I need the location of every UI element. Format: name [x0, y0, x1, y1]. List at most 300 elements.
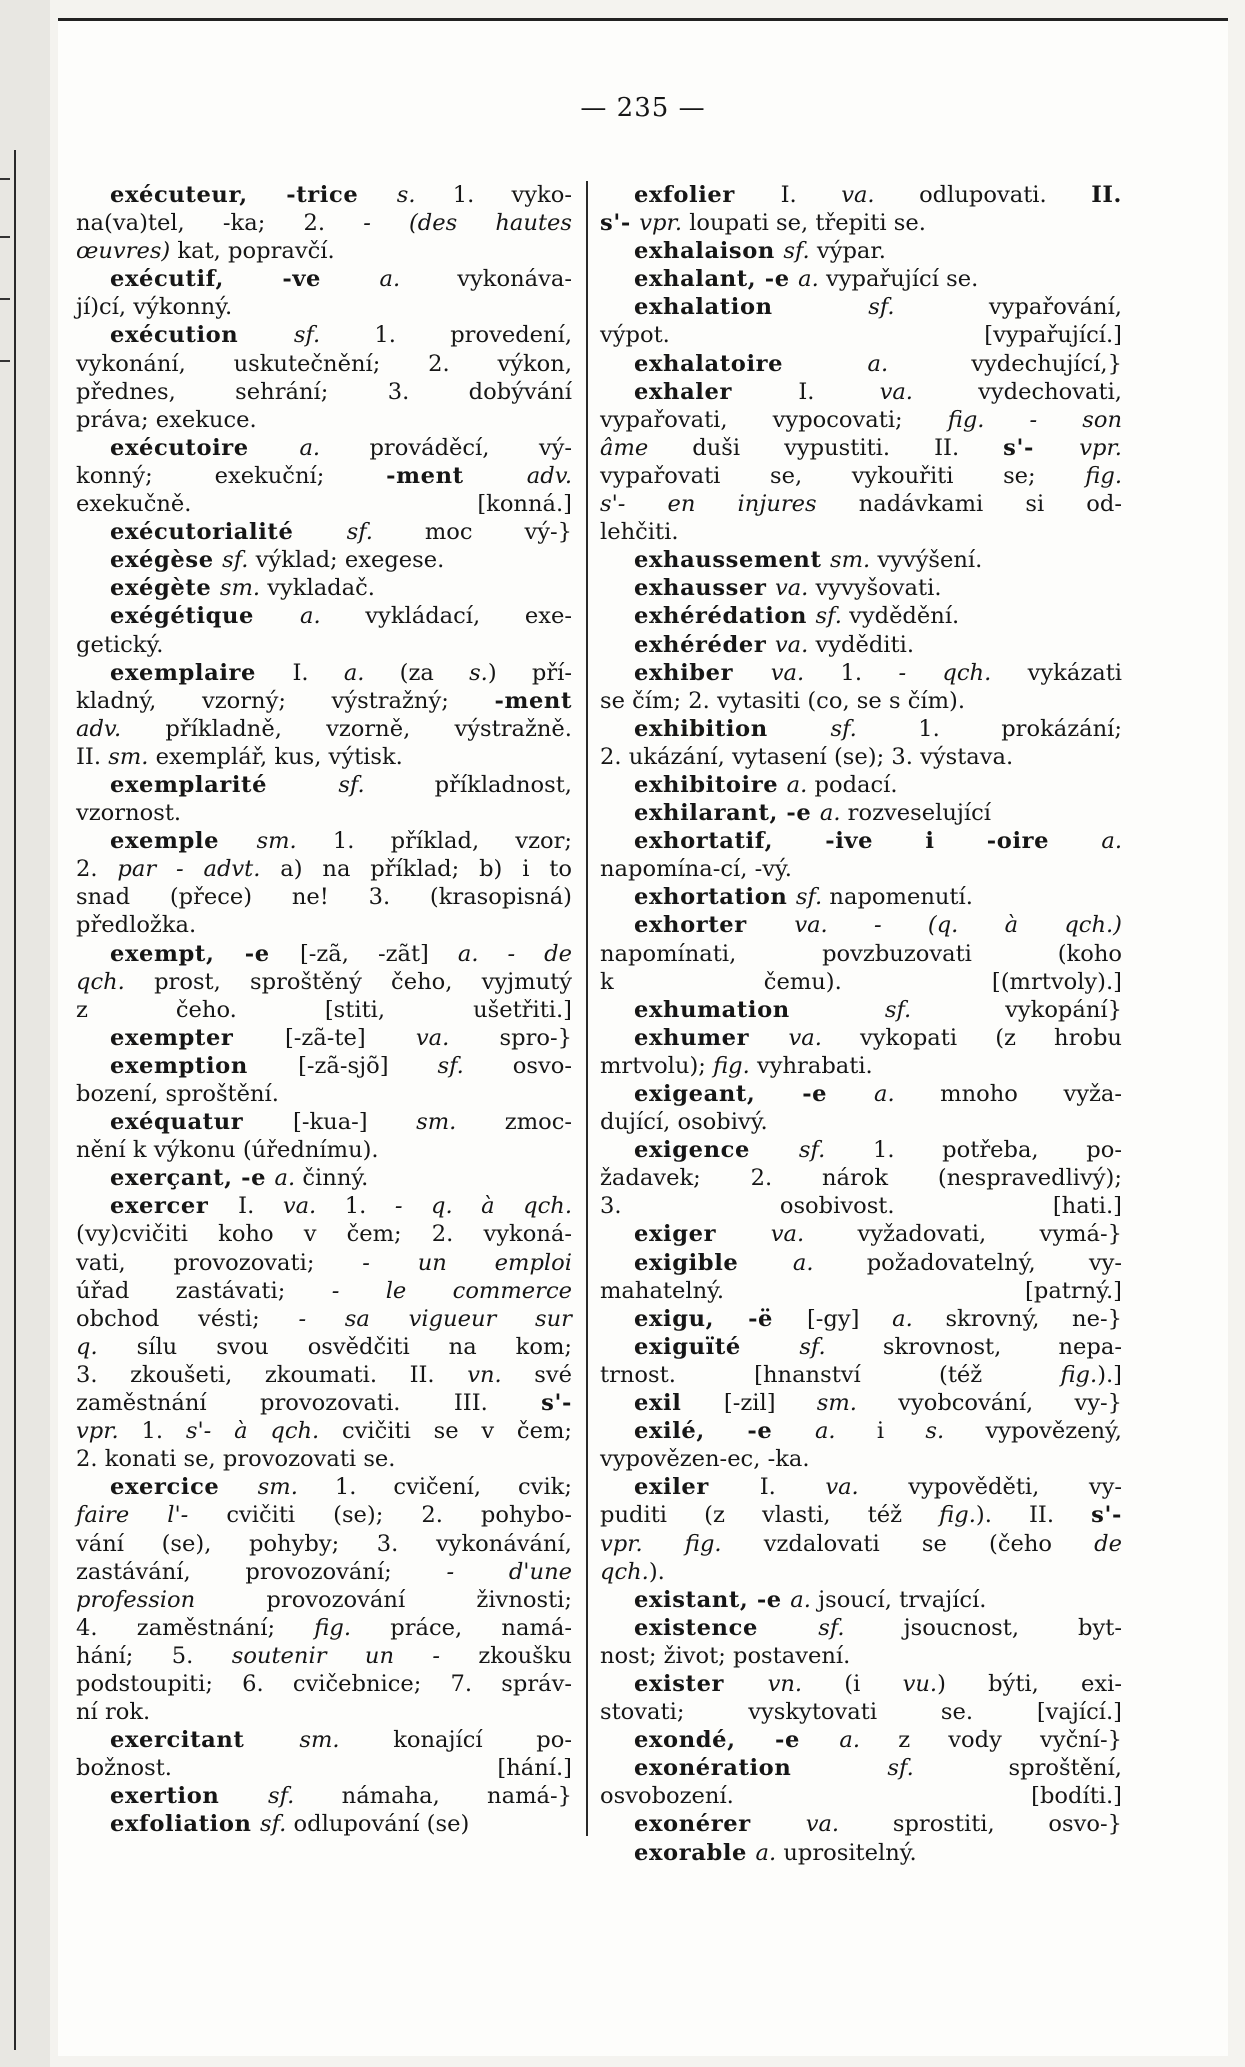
definition-text: výpar. — [809, 238, 886, 265]
definition-text: vati, provozovati; — [76, 1249, 363, 1276]
entry-headword: s'- — [541, 1390, 572, 1417]
definition-text: přednes, sehrání; 3. dobývání — [76, 378, 572, 405]
definition-text: ). II. — [975, 1502, 1092, 1529]
dictionary-text-line — [76, 1389, 572, 1417]
previous-page-mark — [0, 298, 10, 300]
dictionary-text-line — [600, 1501, 1122, 1529]
definition-text: vypovězený, — [944, 1418, 1122, 1445]
dictionary-text-line — [600, 743, 1122, 771]
grammar-label: - sa vigueur sur — [298, 1305, 572, 1332]
grammar-label: vpr. — [639, 210, 683, 237]
dictionary-entry-line — [600, 1249, 1122, 1277]
entry-headword: exondé, -e — [634, 1727, 840, 1754]
definition-text: bození, sproštění. — [76, 1081, 279, 1107]
definition-text: duši vypustiti. II. — [648, 434, 1004, 461]
definition-text: obchod vésti; — [76, 1305, 299, 1332]
entry-headword: existant, -e — [634, 1586, 791, 1613]
dictionary-entry-line — [76, 1810, 572, 1838]
definition-text: 2. ukázání, vytasení (se); 3. výstava. — [600, 743, 1014, 770]
definition-text: vykládací, exe- — [320, 603, 572, 630]
definition-text: předložka. — [76, 912, 197, 939]
definition-text: své — [501, 1361, 572, 1388]
definition-text: božnost. [hání.] — [76, 1755, 572, 1782]
definition-text: vydědění. — [841, 603, 960, 630]
grammar-label: vn. — [467, 1361, 502, 1388]
definition-text: I. — [759, 1474, 826, 1501]
definition-text: sílu svou osvědčiti na kom; — [97, 1333, 572, 1360]
grammar-label: - un emploi — [362, 1249, 572, 1276]
definition-text: osvobození. [bodíti.] — [600, 1783, 1122, 1810]
grammar-label: vpr. — [76, 1418, 119, 1445]
dictionary-entry-line — [76, 771, 572, 799]
dictionary-entry-line — [76, 827, 572, 855]
previous-page-rule — [14, 150, 16, 2050]
dictionary-text-line — [76, 1754, 572, 1782]
definition-text: 3. zkoušeti, zkoumati. II. — [76, 1361, 468, 1388]
definition-text: jí)cí, výkonný. — [76, 294, 233, 321]
grammar-label: sm. — [219, 575, 261, 602]
definition-text: getický. — [76, 631, 164, 658]
definition-text: vykopání} — [911, 996, 1123, 1023]
definition-text: na(va)tel, -ka; 2. — [76, 210, 364, 237]
dictionary-text-line — [600, 434, 1122, 462]
entry-headword: exégèse — [110, 547, 223, 574]
grammar-label: a. — [790, 1586, 811, 1613]
definition-text: 1. provedení, — [320, 322, 572, 349]
dictionary-entry-line — [76, 602, 572, 630]
dictionary-entry-line — [600, 181, 1122, 209]
previous-page-edge — [0, 0, 50, 2067]
grammar-label: - qch. — [898, 659, 992, 686]
grammar-label: sf. — [293, 322, 321, 349]
definition-text: 1. cvičení, cvik; — [297, 1474, 572, 1501]
dictionary-text-line — [600, 490, 1122, 518]
definition-text: vyděditi. — [808, 631, 915, 658]
grammar-label: a. — [1101, 828, 1122, 855]
dictionary-page — [58, 18, 1228, 2056]
definition-text: podací. — [807, 771, 898, 798]
definition-text: mnoho vyža- — [894, 1081, 1122, 1107]
definition-text: prováděcí, vý- — [320, 434, 572, 461]
entry-headword: exister — [634, 1670, 768, 1697]
dictionary-text-line — [600, 1445, 1122, 1473]
entry-headword: exhalatoire — [634, 350, 868, 377]
grammar-label: q. — [76, 1333, 98, 1360]
entry-headword: -ment — [494, 687, 572, 714]
grammar-label: vpr. — [1079, 434, 1122, 461]
entry-headword: exhortatif, -ive i -oire — [634, 828, 1102, 855]
grammar-label: a. — [792, 1249, 814, 1276]
right-column — [600, 181, 1122, 1867]
grammar-label: a. — [873, 1081, 895, 1107]
definition-text: výklad; exegese. — [248, 547, 445, 574]
dictionary-text-line — [600, 462, 1122, 490]
definition-text: uprositelný. — [776, 1839, 917, 1866]
definition-text: trnost. [hnanství (též — [600, 1361, 1061, 1388]
dictionary-text-line — [76, 1445, 572, 1473]
definition-text: 2. konati se, provozovati se. — [76, 1446, 396, 1473]
grammar-label: va. — [770, 1221, 805, 1248]
previous-page-mark — [0, 360, 10, 362]
grammar-label: adv. — [526, 462, 572, 489]
dictionary-entry-line — [600, 911, 1122, 939]
definition-text: dující, osobivý. — [600, 1109, 768, 1136]
grammar-label: adv. — [76, 715, 122, 742]
grammar-label: sf. — [818, 1614, 845, 1641]
grammar-label: sf. — [783, 238, 810, 265]
entry-headword: exhumer — [634, 1024, 789, 1051]
grammar-label: sf. — [868, 294, 895, 321]
entry-headword: exhibition — [634, 715, 831, 742]
dictionary-text-line — [600, 518, 1122, 546]
definition-text: k čemu). [(mrtvoly).] — [600, 968, 1122, 995]
grammar-label: a. — [798, 266, 819, 293]
dictionary-entry-line — [600, 715, 1122, 743]
grammar-label: qch. — [600, 1558, 649, 1585]
grammar-label: sm. — [299, 1727, 340, 1754]
definition-text: skrovnost, nepa- — [825, 1333, 1122, 1360]
definition-text: zaměstnání provozovati. III. — [76, 1390, 542, 1417]
grammar-label: qch. — [76, 968, 125, 995]
definition-text: zastávání, provozování; — [76, 1558, 447, 1585]
dictionary-entry-line — [600, 574, 1122, 602]
dictionary-entry-line — [76, 1108, 572, 1136]
dictionary-entry-line — [76, 434, 572, 462]
entry-headword: exigeant, -e — [634, 1081, 874, 1107]
definition-text: I. — [798, 378, 880, 405]
page-number: — 235 — — [580, 93, 706, 123]
dictionary-text-line — [76, 1558, 572, 1586]
grammar-label: s. — [396, 182, 416, 208]
definition-text: I. — [292, 659, 344, 686]
grammar-label: sf. — [346, 519, 373, 546]
definition-text: zmoc- — [456, 1109, 573, 1136]
dictionary-text-line — [76, 1333, 572, 1361]
definition-text: i — [835, 1418, 926, 1445]
grammar-label: a. — [274, 1165, 296, 1192]
grammar-label: a. — [379, 266, 401, 293]
entry-headword: exhérédation — [634, 603, 816, 630]
grammar-label: vu. — [902, 1670, 938, 1697]
grammar-label: sf. — [830, 715, 857, 742]
dictionary-text-line — [76, 1698, 572, 1726]
definition-text: odlupovati. — [874, 182, 1092, 208]
entry-headword: exil — [634, 1390, 724, 1417]
grammar-label: profession — [76, 1586, 196, 1613]
grammar-label: va. — [774, 631, 809, 658]
definition-text: konný; exekuční; — [76, 462, 387, 489]
definition-text: vyvyšovati. — [808, 575, 942, 602]
definition-text: příkladnost, — [364, 771, 572, 798]
grammar-label: a. - de — [457, 940, 572, 967]
previous-page-mark — [0, 178, 10, 180]
dictionary-entry-line — [76, 574, 572, 602]
definition-text: 3. osobivost. [hati.] — [600, 1193, 1122, 1220]
grammar-label: va. — [788, 1024, 822, 1051]
dictionary-entry-line — [600, 631, 1122, 659]
definition-text: práva; exekuce. — [76, 406, 257, 433]
dictionary-entry-line — [600, 1586, 1122, 1614]
definition-text: I. — [780, 182, 842, 208]
dictionary-entry-line — [600, 1080, 1122, 1108]
definition-text: se čím; 2. vytasiti (co, se s čím). — [600, 687, 966, 714]
entry-headword: exécuteur, -trice — [110, 182, 397, 208]
dictionary-entry-line — [600, 1754, 1122, 1782]
entry-headword: exigence — [634, 1137, 799, 1164]
definition-text: vykázati — [991, 659, 1122, 686]
entry-headword: exhalant, -e — [634, 266, 799, 293]
dictionary-entry-line — [76, 1164, 572, 1192]
dictionary-entry-line — [600, 799, 1122, 827]
definition-text: hání; 5. — [76, 1642, 232, 1669]
definition-text: mahatelný. [patrný.] — [600, 1277, 1122, 1304]
grammar-label: œuvres) — [76, 238, 171, 265]
dictionary-text-line — [600, 1530, 1122, 1558]
dictionary-entry-line — [600, 1417, 1122, 1445]
definition-text: napomínati, povzbuzovati (koho — [600, 940, 1122, 967]
definition-text: cvičiti (se); 2. pohybo- — [188, 1502, 573, 1529]
grammar-label: va. — [415, 1024, 450, 1051]
entry-headword: s'- — [1003, 434, 1080, 461]
grammar-label: soutenir un - — [231, 1642, 441, 1669]
grammar-label: a. — [814, 1418, 836, 1445]
grammar-label: fig. — [939, 1502, 976, 1529]
entry-headword: s'- — [1091, 1502, 1122, 1529]
grammar-label: sf. — [887, 1755, 914, 1782]
definition-text: nadávkami si od- — [816, 491, 1122, 518]
dictionary-text-line — [76, 996, 572, 1024]
entry-headword: exhausser — [634, 575, 775, 602]
dictionary-text-line — [600, 209, 1122, 237]
definition-text: moc vý-} — [372, 519, 572, 546]
definition-text: exekučně. [konná.] — [76, 491, 572, 518]
dictionary-text-line — [76, 968, 572, 996]
entry-headword: exécutorialité — [110, 519, 347, 546]
definition-text: ).] — [1097, 1361, 1122, 1388]
definition-text: mrtvolu); — [600, 1052, 714, 1079]
grammar-label: a. — [892, 1305, 913, 1332]
dictionary-text-line — [600, 968, 1122, 996]
dictionary-text-line — [600, 687, 1122, 715]
dictionary-entry-line — [76, 321, 572, 349]
entry-headword: exhalaison — [634, 238, 784, 265]
dictionary-text-line — [76, 378, 572, 406]
entry-headword: -ment — [386, 462, 527, 489]
definition-text: vání (se), pohyby; 3. vykonávání, — [76, 1530, 572, 1557]
grammar-label: s'- en injures — [600, 491, 817, 518]
definition-text: prost, sproštěný čeho, vyjmutý — [124, 968, 572, 995]
grammar-label: - q. à qch. — [394, 1193, 573, 1220]
column-divider — [586, 181, 588, 1836]
definition-text: požadovatelný, vy- — [813, 1249, 1122, 1276]
definition-text: 1. potřeba, po- — [825, 1137, 1122, 1164]
definition-text: podstoupiti; 6. cvičebnice; 7. správ- — [76, 1670, 572, 1697]
grammar-label: sf. — [260, 1811, 287, 1838]
definition-text: činný. — [295, 1165, 369, 1192]
definition-text: vykopati (z hrobu — [821, 1024, 1122, 1051]
dictionary-text-line — [76, 1501, 572, 1529]
definition-text: vypověděti, vy- — [858, 1474, 1122, 1501]
definition-text: puditi (z vlasti, též — [600, 1502, 940, 1529]
entry-headword: exfoliation — [110, 1811, 261, 1838]
definition-text: ). — [648, 1558, 665, 1585]
dictionary-entry-line — [76, 1192, 572, 1220]
definition-text: vzornost. — [76, 800, 182, 827]
dictionary-entry-line — [600, 237, 1122, 265]
dictionary-text-line — [76, 1642, 572, 1670]
dictionary-entry-line — [600, 1810, 1122, 1838]
grammar-label: sf. — [268, 1783, 295, 1810]
entry-headword: exéquatur — [110, 1109, 294, 1136]
grammar-label: s. — [469, 659, 488, 686]
grammar-label: a. — [343, 659, 365, 686]
dictionary-entry-line — [76, 1024, 572, 1052]
dictionary-text-line — [76, 1277, 572, 1305]
grammar-label: sf. — [815, 603, 842, 630]
dictionary-text-line — [600, 321, 1122, 349]
entry-headword: exemplarité — [110, 771, 339, 798]
dictionary-text-line — [76, 209, 572, 237]
grammar-label: s. — [925, 1418, 945, 1445]
dictionary-text-line — [76, 1220, 572, 1248]
definition-text: 1. — [804, 659, 899, 686]
definition-text: 1. vyko- — [415, 182, 572, 208]
dictionary-text-line — [76, 1530, 572, 1558]
entry-headword: exégétique — [110, 603, 300, 630]
dictionary-entry-line — [76, 181, 572, 209]
definition-text: vydechovati, — [913, 378, 1122, 405]
dictionary-entry-line — [600, 996, 1122, 1024]
definition-text: nost; život; postavení. — [600, 1642, 851, 1669]
definition-text: vypařující se. — [818, 266, 979, 293]
definition-text: cvičiti se v čem; — [319, 1418, 572, 1445]
definition-text: osvo- — [463, 1052, 572, 1079]
definition-text: lehčiti. — [600, 519, 679, 546]
dictionary-text-line — [76, 1080, 572, 1108]
entry-headword: II. — [1091, 182, 1122, 208]
grammar-label: de — [1094, 1530, 1123, 1557]
dictionary-entry-line — [600, 1333, 1122, 1361]
definition-text: vyžadovati, vymá-} — [804, 1221, 1122, 1248]
grammar-label: sf. — [338, 771, 365, 798]
entry-headword: exécutif, -ve — [110, 266, 380, 293]
entry-headword: exécution — [110, 322, 294, 349]
entry-headword: existence — [634, 1614, 819, 1641]
entry-headword: exhumation — [634, 996, 885, 1023]
definition-text: kladný, vzorný; výstražný; — [76, 687, 495, 714]
entry-headword: exemple — [110, 828, 257, 855]
definition-text: [-zã-te] — [284, 1024, 416, 1051]
definition-text: napomenutí. — [822, 884, 973, 911]
dictionary-text-line — [76, 462, 572, 490]
dictionary-entry-line — [600, 771, 1122, 799]
dictionary-text-line — [600, 406, 1122, 434]
entry-headword: exercitant — [110, 1727, 300, 1754]
grammar-label: fig. — [713, 1052, 750, 1079]
entry-headword: exhilarant, -e — [634, 800, 820, 827]
dictionary-text-line — [76, 293, 572, 321]
entry-headword: exhalation — [634, 294, 869, 321]
entry-headword: exhaussement — [634, 547, 830, 574]
dictionary-entry-line — [76, 940, 572, 968]
entry-headword: exerçant, -e — [110, 1165, 275, 1192]
entry-headword: exertion — [110, 1783, 269, 1810]
definition-text: [-zã, -zãt] — [299, 940, 458, 967]
dictionary-entry-line — [600, 1305, 1122, 1333]
entry-headword: exhaler — [634, 378, 799, 405]
grammar-label: sm. — [108, 743, 149, 770]
dictionary-entry-line — [600, 1389, 1122, 1417]
dictionary-text-line — [600, 1052, 1122, 1080]
grammar-label: s'- à qch. — [185, 1418, 320, 1445]
definition-text: exemplář, kus, výtisk. — [148, 743, 403, 770]
grammar-label: sm. — [256, 828, 297, 855]
definition-text: zkoušku — [440, 1642, 572, 1669]
dictionary-text-line — [76, 715, 572, 743]
dictionary-entry-line — [600, 659, 1122, 687]
definition-text: 1. — [316, 1193, 395, 1220]
grammar-label: a. — [299, 434, 321, 461]
dictionary-text-line — [76, 631, 572, 659]
grammar-label: par - advt. — [117, 856, 261, 883]
grammar-label: sm. — [416, 1109, 457, 1136]
dictionary-text-line — [76, 1670, 572, 1698]
definition-text: námaha, namá-} — [294, 1783, 572, 1810]
definition-text: skrovný, ne-} — [912, 1305, 1122, 1332]
grammar-label: sm. — [816, 1390, 857, 1417]
dictionary-entry-line — [600, 293, 1122, 321]
dictionary-entry-line — [600, 378, 1122, 406]
definition-text: jsoucí, trvající. — [810, 1586, 987, 1613]
definition-text: vykonání, uskutečnění; 2. výkon, — [76, 350, 572, 377]
grammar-label: sf. — [222, 547, 249, 574]
dictionary-text-line — [600, 1782, 1122, 1810]
dictionary-text-line — [76, 350, 572, 378]
definition-text: z čeho. [stiti, ušetřiti.] — [76, 996, 572, 1023]
dictionary-entry-line — [76, 1473, 572, 1501]
dictionary-entry-line — [600, 602, 1122, 630]
definition-text: sprostiti, osvo-} — [839, 1811, 1122, 1838]
entry-headword: exercice — [110, 1474, 258, 1501]
dictionary-text-line — [600, 1558, 1122, 1586]
definition-text: vypovězen-ec, -ka. — [600, 1446, 810, 1473]
grammar-label: va. — [841, 182, 875, 208]
definition-text: 2. — [76, 856, 118, 883]
definition-text: vyobcování, vy-} — [856, 1390, 1122, 1417]
grammar-label: fig. - son — [947, 406, 1123, 433]
definition-text: (i — [802, 1670, 903, 1697]
dictionary-text-line — [600, 940, 1122, 968]
dictionary-entry-line — [600, 1614, 1122, 1642]
grammar-label: va. — [879, 378, 913, 405]
dictionary-entry-line — [600, 1220, 1122, 1248]
dictionary-entry-line — [600, 827, 1122, 855]
dictionary-entry-line — [600, 265, 1122, 293]
dictionary-text-line — [600, 1361, 1122, 1389]
grammar-label: sm. — [829, 547, 871, 574]
dictionary-text-line — [76, 743, 572, 771]
dictionary-entry-line — [600, 1136, 1122, 1164]
dictionary-text-line — [600, 1164, 1122, 1192]
grammar-label: sf. — [795, 884, 823, 911]
dictionary-entry-line — [76, 546, 572, 574]
entry-headword: exercer — [110, 1193, 239, 1220]
definition-text: provozování živnosti; — [195, 1586, 572, 1613]
definition-text: vyhrabati. — [749, 1052, 873, 1079]
dictionary-text-line — [76, 1586, 572, 1614]
definition-text: ) pří- — [487, 659, 572, 686]
entry-headword: exorable — [634, 1839, 756, 1866]
